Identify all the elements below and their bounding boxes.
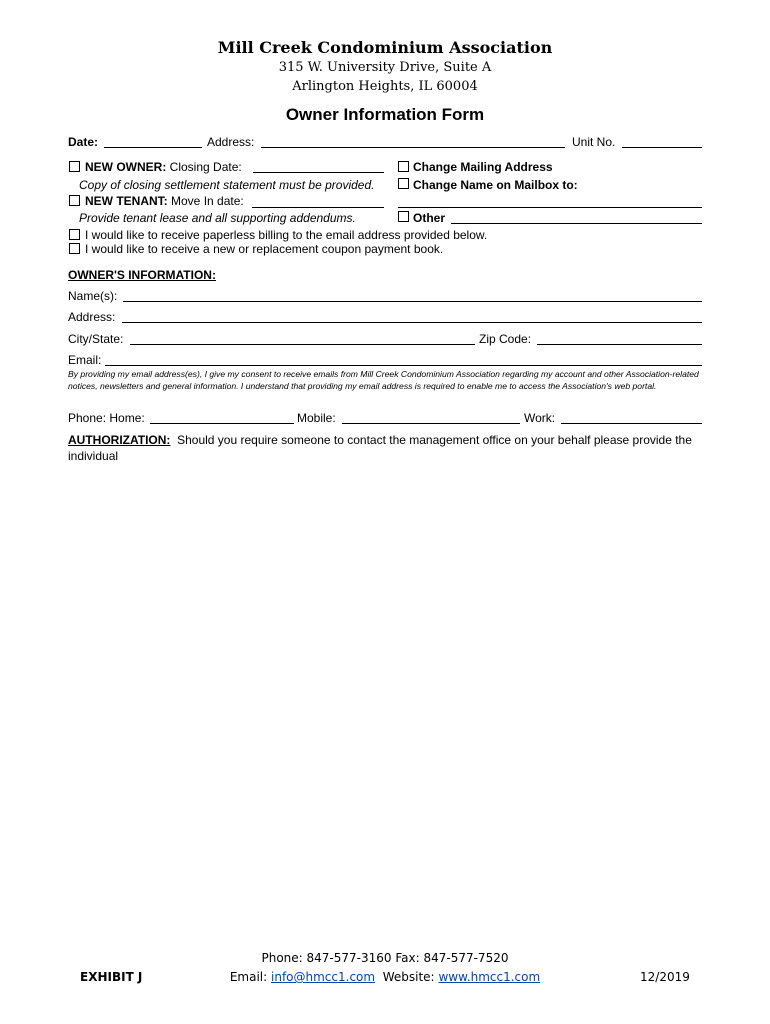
date-line bbox=[104, 147, 202, 148]
email-field[interactable] bbox=[105, 351, 702, 365]
address-line-top bbox=[261, 147, 565, 148]
other-line bbox=[451, 223, 702, 224]
exhibit-label: EXHIBIT J bbox=[80, 970, 143, 984]
names-field[interactable] bbox=[123, 287, 702, 301]
other-label: Other bbox=[413, 211, 446, 225]
work-field[interactable] bbox=[561, 409, 702, 423]
unit-field[interactable] bbox=[622, 133, 702, 147]
owner-address-field[interactable] bbox=[122, 308, 702, 322]
footer-website-link[interactable]: www.hmcc1.com bbox=[438, 970, 541, 984]
email-line bbox=[105, 365, 702, 366]
association-city: Arlington Heights, IL 60004 bbox=[292, 79, 478, 94]
mailbox-name-field[interactable] bbox=[398, 193, 702, 207]
unit-line bbox=[622, 147, 702, 148]
names-line bbox=[123, 301, 702, 302]
date-field[interactable] bbox=[104, 133, 202, 147]
new-owner-label: NEW OWNER: bbox=[85, 160, 167, 174]
coupon-checkbox[interactable] bbox=[69, 243, 80, 254]
mobile-line bbox=[342, 423, 520, 424]
association-street: 315 W. University Drive, Suite A bbox=[278, 60, 492, 75]
authorization-text: Should you require someone to contact the management office on your behalf please provide the individual bbox=[68, 433, 692, 463]
owner-address-label: Address: bbox=[68, 310, 116, 324]
move-in-field[interactable] bbox=[252, 193, 384, 207]
work-label: Work: bbox=[524, 411, 556, 425]
zip-field[interactable] bbox=[537, 330, 702, 344]
footer-date: 12/2019 bbox=[640, 970, 690, 984]
change-mailbox-checkbox[interactable] bbox=[398, 178, 409, 189]
owner-address-line bbox=[122, 322, 702, 323]
email-consent-text: By providing my email address(es), I give my consent to receive emails from Mill Creek Condominium Association regarding my account and other Association-related notices, newsletters and general information. I understand that providing my email address is required to enable me to access the Association's web portal. bbox=[68, 369, 699, 391]
owner-info-heading: OWNER'S INFORMATION: bbox=[68, 268, 216, 282]
new-tenant-row bbox=[85, 194, 244, 208]
closing-date-line bbox=[253, 172, 384, 173]
move-in-label: Move In date: bbox=[171, 194, 244, 208]
move-in-line bbox=[252, 207, 384, 208]
names-label: Name(s): bbox=[68, 289, 118, 303]
phone-home-line bbox=[150, 423, 294, 424]
footer-phone-fax: Phone: 847-577-3160 Fax: 847-577-7520 bbox=[261, 951, 509, 965]
footer-email-link[interactable]: info@hmcc1.com bbox=[271, 970, 376, 984]
mobile-label: Mobile: bbox=[297, 411, 336, 425]
closing-date-field[interactable] bbox=[253, 158, 384, 172]
new-owner-note: Copy of closing settlement statement must be provided. bbox=[79, 178, 375, 192]
form-title: Owner Information Form bbox=[285, 105, 485, 124]
phone-home-label: Phone: Home: bbox=[68, 411, 145, 425]
date-label: Date: bbox=[68, 135, 99, 149]
city-state-label: City/State: bbox=[68, 332, 124, 346]
mailbox-name-line bbox=[398, 207, 702, 208]
association-name: Mill Creek Condominium Association bbox=[217, 38, 553, 57]
phone-home-field[interactable] bbox=[150, 409, 294, 423]
mobile-field[interactable] bbox=[342, 409, 520, 423]
new-tenant-checkbox[interactable] bbox=[69, 195, 80, 206]
address-field-top[interactable] bbox=[261, 133, 565, 147]
new-tenant-note: Provide tenant lease and all supporting addendums. bbox=[79, 211, 356, 225]
paperless-checkbox[interactable] bbox=[69, 229, 80, 240]
zip-label: Zip Code: bbox=[479, 332, 532, 346]
work-line bbox=[561, 423, 702, 424]
city-state-field[interactable] bbox=[130, 330, 475, 344]
other-checkbox[interactable] bbox=[398, 211, 409, 222]
authorization-heading: AUTHORIZATION: bbox=[68, 433, 171, 447]
zip-line bbox=[537, 344, 702, 345]
closing-date-label: Closing Date: bbox=[169, 160, 242, 174]
email-label: Email: bbox=[68, 353, 102, 367]
unit-label: Unit No. bbox=[572, 135, 616, 149]
coupon-label: I would like to receive a new or replacement coupon payment book. bbox=[85, 242, 444, 256]
authorization-paragraph bbox=[68, 432, 708, 464]
paperless-label: I would like to receive paperless billing to the email address provided below. bbox=[85, 228, 488, 242]
change-mailing-checkbox[interactable] bbox=[398, 161, 409, 172]
address-label-top: Address: bbox=[207, 135, 255, 149]
new-owner-checkbox[interactable] bbox=[69, 161, 80, 172]
city-state-line bbox=[130, 344, 475, 345]
new-tenant-label: NEW TENANT: bbox=[85, 194, 168, 208]
change-mailing-label: Change Mailing Address bbox=[413, 160, 553, 174]
footer-email-label: Email: bbox=[229, 970, 268, 984]
change-mailbox-label: Change Name on Mailbox to: bbox=[413, 178, 578, 192]
footer-website-label: Website: bbox=[382, 970, 435, 984]
other-field[interactable] bbox=[451, 209, 702, 223]
new-owner-row bbox=[85, 160, 242, 174]
